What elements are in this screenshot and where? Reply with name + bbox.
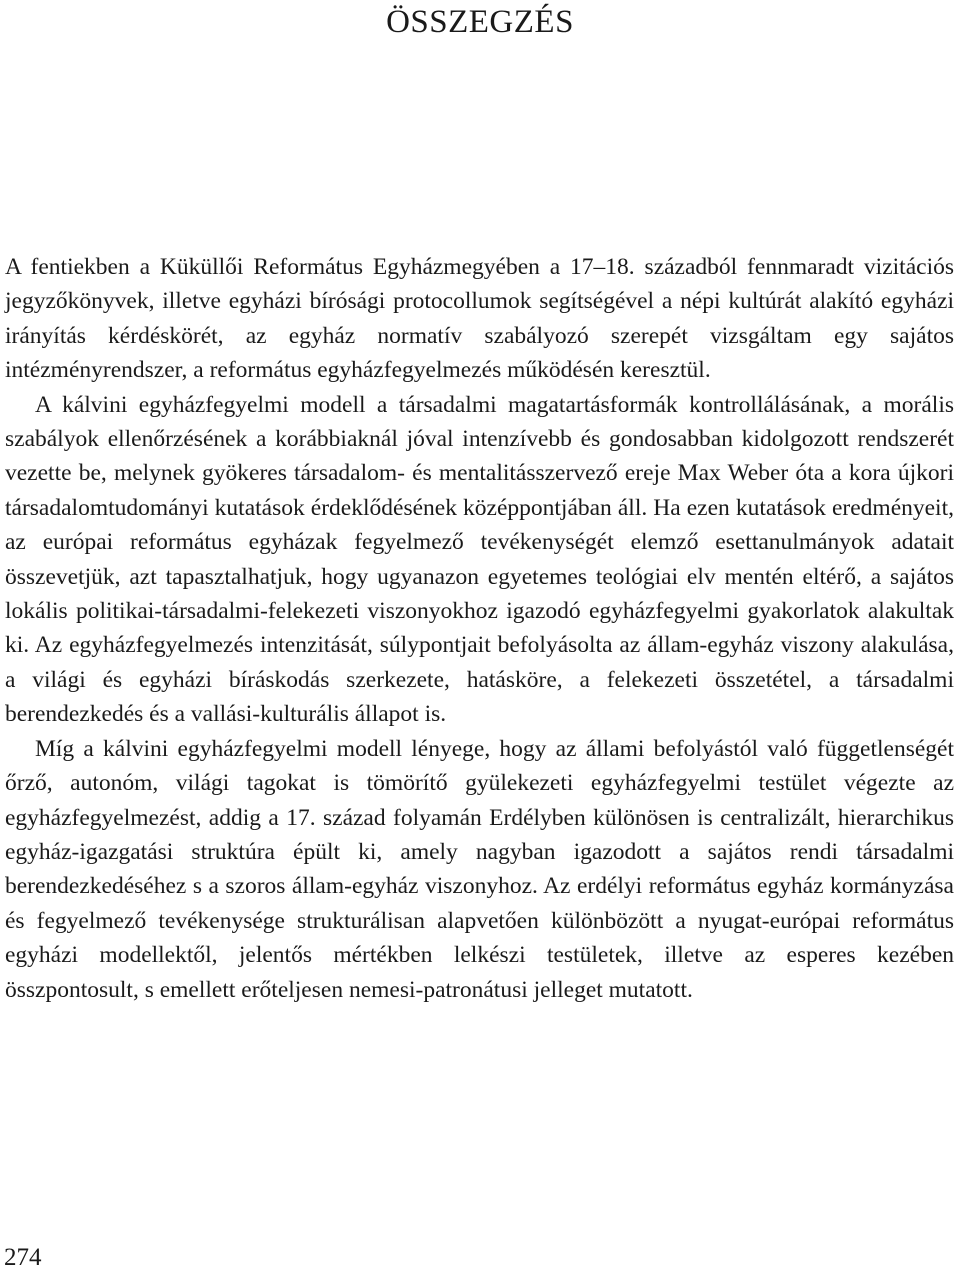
paragraph-calvinist-model: A kálvini egyházfegyelmi modell a társadalmi magatartásformák kontrollálásának, a morális szabályok ellenőrzésének a korábbiaknál jóval intenzívebb és gondosabban kidolgozott rendszerét vezette be, melynek gyökeres társadalom- és mentalitásszervező ereje Max Weber óta a kora újkori társadalomtudományi kutatások érdeklődésének középpontjában áll. Ha ezen kutatások eredményeit, az európai református egyházak fegyelmező tevékenységét elemző esettanulmányok adatait összevetjük, azt tapasztalhatjuk, hogy ugyanazon egyetemes teológiai elv mentén eltérő, a sajátos lokális politikai-társadalmi-felekezeti viszonyokhoz igazodó egyházfegyelmi gyakorlatok alakultak ki. Az egyházfegyelmezés intenzitását, súlypontjait befolyásolta az állam-egyház viszony alakulása, a világi és egyházi bíráskodás szerkezete, hatásköre, a felekezeti összetétel, a társadalmi berendezkedés és a vallási-kulturális állapot is.: [5, 391, 954, 728]
body-text: [5, 250, 954, 1007]
paragraph-transylvania: Míg a kálvini egyházfegyelmi modell lényege, hogy az állami befolyástól való függetlenségét őrző, autonóm, világi tagokat is tömörítő gyülekezeti egyházfegyelmi testület végezte az egyházfegyelmezést, addig a 17. század folyamán Erdélyben különösen is centralizált, hierarchikus egyház-igazgatási struktúra épült ki, amely nagyban igazodott a sajátos rendi társadalmi berendezkedéséhez s a szoros állam-egyház viszonyhoz. Az erdélyi református egyház kormányzása és fegyelmező tevékenysége strukturálisan alapvetően különbözött a nyugat-európai református egyházi modellektől, jelentős mértékben lelkészi testületek, illetve az esperes kezében összpontosult, s emellett erőteljesen nemesi-patronátusi jelleget mutatott.: [5, 735, 954, 1003]
paragraph-intro: A fentiekben a Küküllői Református Egyházmegyében a 17–18. századból fennmaradt vizitációs jegyzőkönyvek, illetve egyházi bírósági protocollumok segítségével a népi kultúrát alakító egyházi irányítás kérdéskörét, az egyház normatív szabályozó szerepét vizsgáltam egy sajátos intézményrendszer, a református egyházfegyelmezés működésén keresztül.: [5, 254, 954, 384]
page-title: ÖSSZEGZÉS: [386, 4, 574, 40]
page-number: 274: [4, 1244, 42, 1271]
